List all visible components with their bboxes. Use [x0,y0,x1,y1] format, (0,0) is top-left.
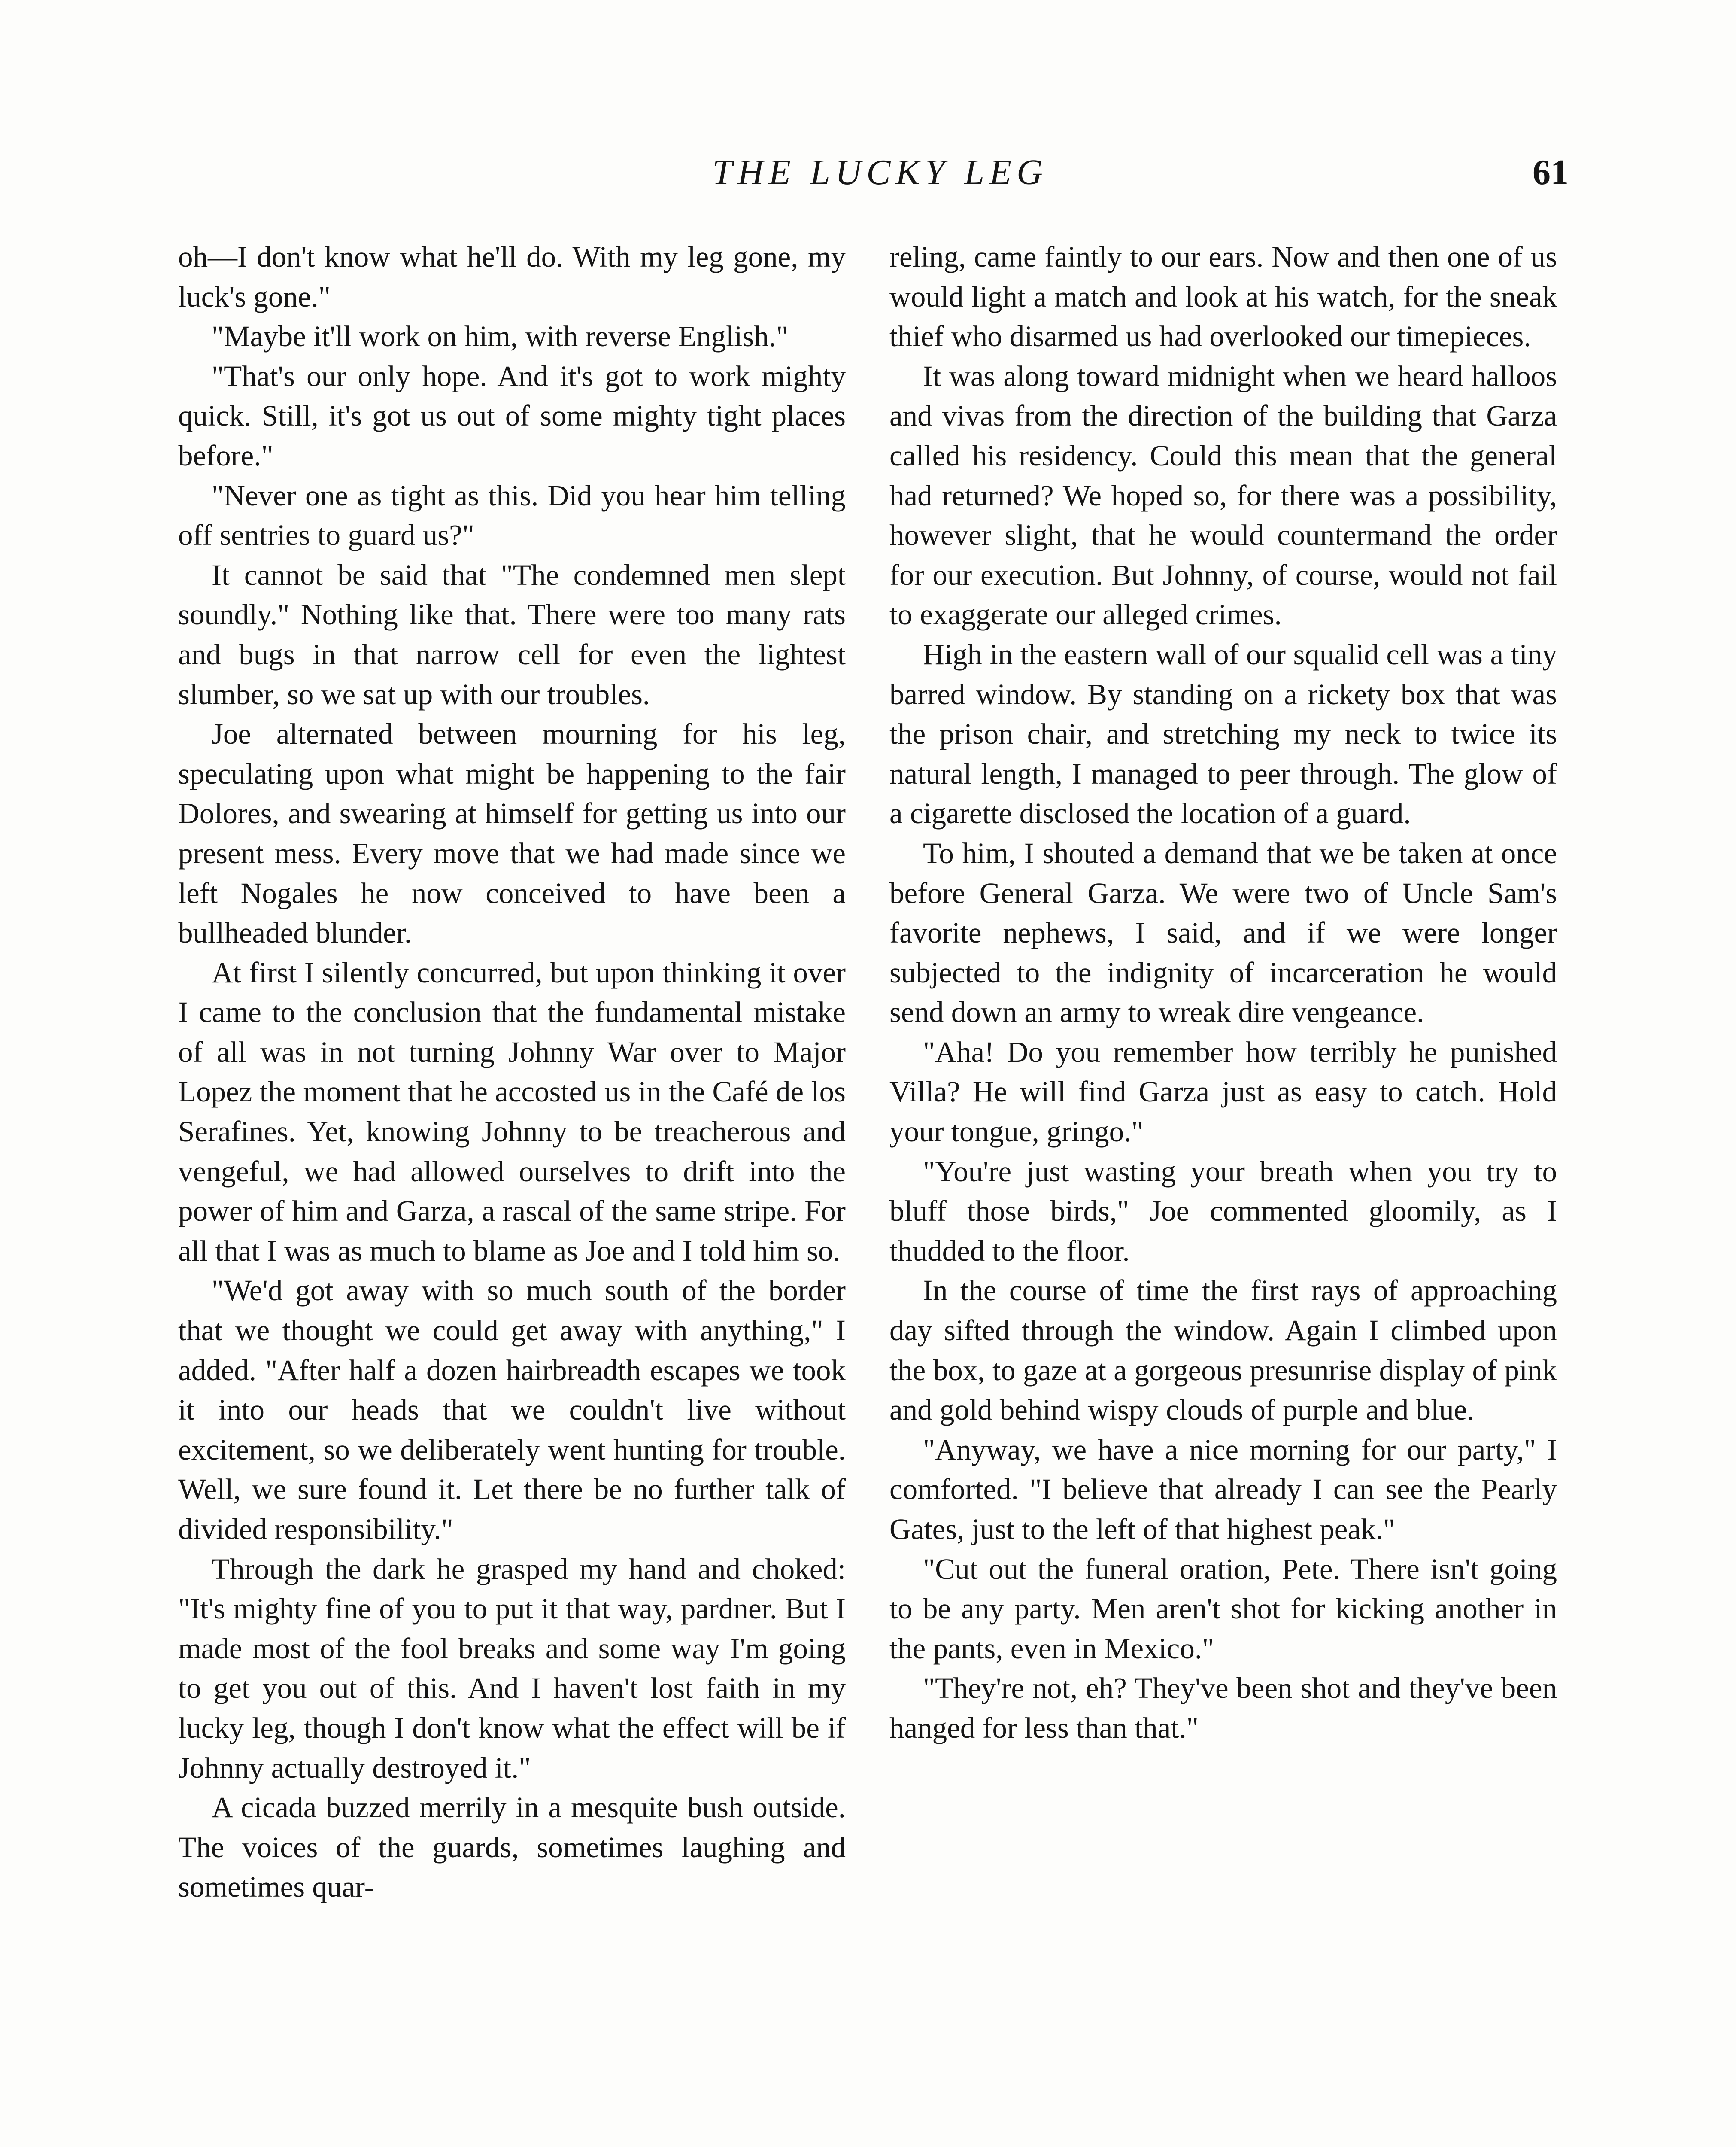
paragraph: "Cut out the funeral oration, Pete. There isn't going to be any party. Men aren't shot for kicking another in the pants, even in Mexico." [889,1552,1557,1665]
paragraph: "Never one as tight as this. Did you hear him telling off sentries to guard us?" [178,479,846,552]
paragraph: At first I silently concurred, but upon thinking it over I came to the conclusion that the fundamental mistake of all was in not turning Johnny War over to Major Lopez the moment that he accosted us in the Café de los Serafines. Yet, knowing Johnny to be treacherous and vengeful, we had allowed ourselves to drift into the power of him and Garza, a rascal of the same stripe. For all that I was as much to blame as Joe and I told him so. [178,956,846,1267]
running-title: THE LUCKY LEG [712,152,1048,192]
paragraph: In the course of time the first rays of approaching day sifted through the window. Again I climbed upon the box, to gaze at a gorgeous presunrise display of pink and gold behind wispy clouds of purple and blue. [889,1274,1557,1426]
page-number: 61 [1533,152,1569,192]
paragraph: It cannot be said that "The condemned men slept soundly." Nothing like that. There were too many rats and bugs in that narrow cell for even the lightest slumber, so we sat up with our troubles. [178,558,846,711]
paragraph: "Anyway, we have a nice morning for our party," I comforted. "I believe that already I can see the Pearly Gates, just to the left of that highest peak." [889,1433,1557,1545]
paragraph: "Maybe it'll work on him, with reverse English." [212,320,789,353]
paragraph: To him, I shouted a demand that we be taken at once before General Garza. We were two of Uncle Sam's favorite nephews, I said, and if we were longer subjected to the indignity of incarceration he would send down an army to wreak dire vengeance. [889,836,1557,1029]
paragraph: Through the dark he grasped my hand and choked: "It's mighty fine of you to put it that way, pardner. But I made most of the fool breaks and some way I'm going to get you out of this. And I haven't lost faith in my lucky leg, though I don't know what the effect will be if Johnny actually destroyed it." [178,1552,846,1784]
paragraph: "You're just wasting your breath when you try to bluff those birds," Joe commented gloomily, as I thudded to the floor. [889,1155,1557,1267]
paragraph: oh—I don't know what he'll do. With my leg gone, my luck's gone." [178,240,846,313]
paragraph: "We'd got away with so much south of the border that we thought we could get away with anything," I added. "After half a dozen hairbreadth escapes we took it into our heads that we couldn't live without excitement, so we deliberately went hunting for trouble. Well, we sure found it. Let there be no further talk of divided responsibility." [178,1274,846,1545]
paragraph: reling, came faintly to our ears. Now and then one of us would light a match and look at his watch, for the sneak thief who disarmed us had overlooked our timepieces. [889,240,1557,353]
paragraph: A cicada buzzed merrily in a mesquite bush outside. The voices of the guards, sometimes laughing and sometimes quar- [178,1791,846,1904]
left-column [178,237,846,1907]
right-column [889,237,1557,1748]
paragraph: Joe alternated between mourning for his leg, speculating upon what might be happening to the fair Dolores, and swearing at himself for getting us into our present mess. Every move that we had made since we left Nogales he now conceived to have been a bullheaded blunder. [178,718,846,949]
paragraph: "That's our only hope. And it's got to work mighty quick. Still, it's got us out of some mighty tight places before." [178,359,846,472]
paragraph: "They're not, eh? They've been shot and they've been hanged for less than that." [889,1672,1557,1744]
paragraph: "Aha! Do you remember how terribly he punished Villa? He will find Garza just as easy to catch. Hold your tongue, gringo." [889,1035,1557,1148]
paragraph: It was along toward midnight when we heard halloos and vivas from the direction of the building that Garza called his residency. Could this mean that the general had returned? We hoped so, for there was a possibility, however slight, that he would countermand the order for our execution. But Johnny, of course, would not fail to exaggerate our alleged crimes. [889,359,1557,631]
paragraph: High in the eastern wall of our squalid cell was a tiny barred window. By standing on a rickety box that was the prison chair, and stretching my neck to twice its natural length, I managed to peer through. The glow of a cigarette disclosed the location of a guard. [889,638,1557,830]
